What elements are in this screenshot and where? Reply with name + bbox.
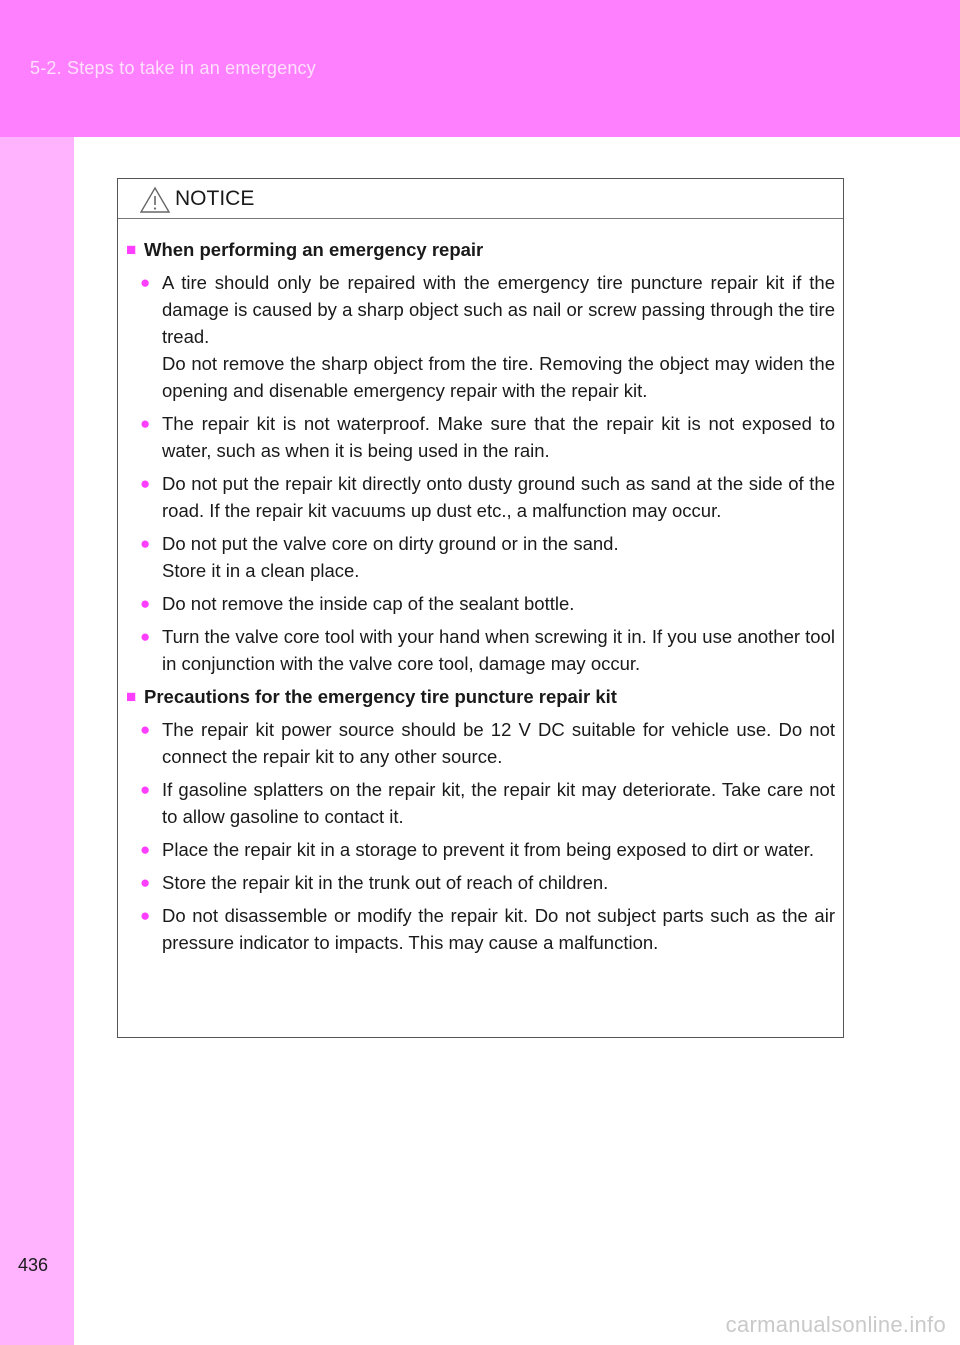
notice-header [118,179,843,219]
list-item-text [162,869,835,896]
list-item-text [162,776,835,830]
paragraph: Store it in a clean place. [162,560,360,581]
list-item-text [162,902,835,956]
section-heading [126,683,835,710]
round-bullet-icon: ● [140,594,151,613]
list-item [140,590,835,617]
list-item [140,470,835,524]
paragraph: Do not put the valve core on dirty ground or in the sand. [162,533,619,554]
round-bullet-icon: ● [140,414,151,433]
list-item [140,269,835,404]
list-item [140,530,835,584]
paragraph: Do not remove the inside cap of the sealant bottle. [162,593,575,614]
round-bullet-icon: ● [140,627,151,646]
notice-box [117,178,844,1038]
list-item-text [162,716,835,770]
paragraph: A tire should only be repaired with the emergency tire puncture repair kit if the damage is caused by a sharp object such as nail or screw passing through the tire tread. [162,272,835,347]
round-bullet-icon: ● [140,474,151,493]
round-bullet-icon: ● [140,906,151,925]
round-bullet-icon: ● [140,720,151,739]
list-item [140,902,835,956]
list-item-text [162,623,835,677]
breadcrumb: 5-2. Steps to take in an emergency [30,58,316,78]
list-item-text [162,410,835,464]
list-item [140,869,835,896]
square-bullet-icon: ■ [126,687,137,706]
round-bullet-icon: ● [140,273,151,292]
round-bullet-icon: ● [140,873,151,892]
paragraph: Turn the valve core tool with your hand when screwing it in. If you use another tool in conjunction with the valve core tool, damage may occur. [162,626,835,674]
paragraph: The repair kit power source should be 12 V DC suitable for vehicle use. Do not connect the repair kit to any other source. [162,719,835,767]
list-item [140,410,835,464]
list-item [140,623,835,677]
list-item-text [162,269,835,404]
paragraph: Place the repair kit in a storage to prevent it from being exposed to dirt or water. [162,839,814,860]
warning-triangle-icon [139,186,171,214]
section-heading-text: When performing an emergency repair [144,239,484,260]
paragraph: Store the repair kit in the trunk out of reach of children. [162,872,609,893]
paragraph: If gasoline splatters on the repair kit, the repair kit may deteriorate. Take care not to allow gasoline to contact it. [162,779,835,827]
notice-title: NOTICE [175,187,255,210]
paragraph: The repair kit is not waterproof. Make sure that the repair kit is not exposed to water, such as when it is being used in the rain. [162,413,835,461]
list-item-text [162,470,835,524]
list-item-text [162,836,835,863]
square-bullet-icon: ■ [126,240,137,259]
page-number: 436 [18,1255,49,1275]
list-item-text [162,530,835,584]
notice-body [118,219,843,956]
watermark: carmanualsonline.info [725,1312,946,1337]
round-bullet-icon: ● [140,534,151,553]
list-item [140,776,835,830]
round-bullet-icon: ● [140,780,151,799]
page-header [0,0,960,137]
paragraph: Do not disassemble or modify the repair kit. Do not subject parts such as the air pressure indicator to impacts. This may cause a malfunction. [162,905,835,953]
section-heading [126,236,835,263]
section-heading-text: Precautions for the emergency tire puncture repair kit [144,686,617,707]
list-item [140,836,835,863]
list-item-text [162,590,835,617]
round-bullet-icon: ● [140,840,151,859]
paragraph: Do not put the repair kit directly onto dusty ground such as sand at the side of the road. If the repair kit vacuums up dust etc., a malfunction may occur. [162,473,835,521]
paragraph: Do not remove the sharp object from the tire. Removing the object may widen the opening and disenable emergency repair with the repair kit. [162,353,835,401]
list-item [140,716,835,770]
page-sidebar [0,137,74,1345]
